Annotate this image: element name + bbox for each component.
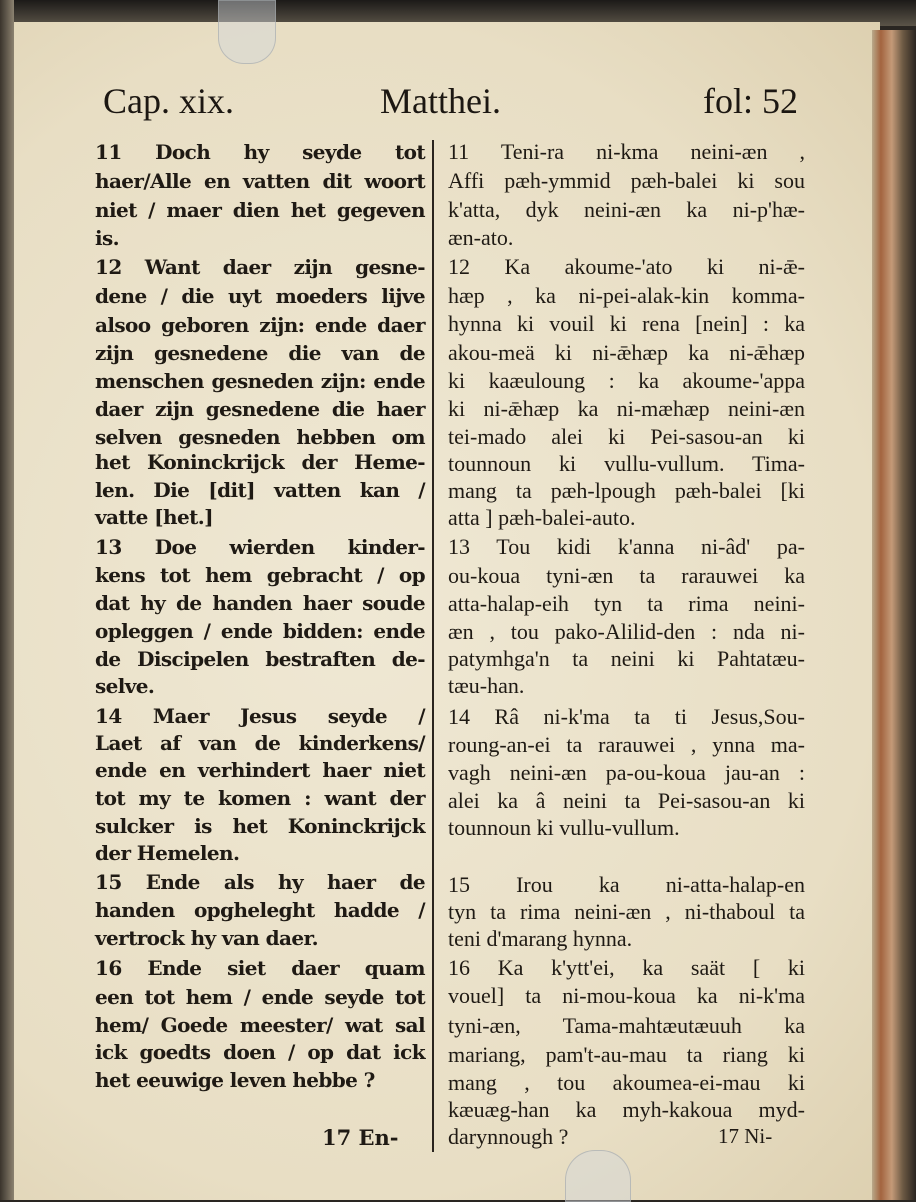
text-line: ki kaæuloung : ka akoume-'appa xyxy=(448,368,805,393)
text-line: roung-an-ei ta rarauwei , ynna ma- xyxy=(448,732,805,757)
text-line: dene / die uyt moeders lijve xyxy=(95,284,425,308)
text-line: kæuæg-han ka myh-kakoua myd- xyxy=(448,1097,805,1122)
page-edges xyxy=(872,30,916,1200)
text-line: vagh neini-æn pa-ou-koua jau-an : xyxy=(448,760,805,785)
text-line: 15 Ende als hy haer de xyxy=(95,870,425,894)
text-line: mang , tou akoumea-ei-mau ki xyxy=(448,1070,805,1095)
folio-number: fol: 52 xyxy=(703,81,798,121)
catchword-left: 17 En- xyxy=(322,1125,399,1150)
text-line: 14 Râ ni-k'ma ta ti Jesus,Sou- xyxy=(448,704,805,729)
text-line: æn-ato. xyxy=(448,225,514,250)
text-line: tæu-han. xyxy=(448,673,525,698)
text-line: de Discipelen bestraften de- xyxy=(95,647,425,671)
text-line: 13 Doe wierden kinder- xyxy=(95,535,425,559)
text-line: handen opgheleght hadde / xyxy=(95,898,425,922)
text-line: niet / maer dien het gegeven xyxy=(95,198,425,222)
text-line: dat hy de handen haer soude xyxy=(95,591,425,615)
chapter-heading: Cap. xix. xyxy=(103,81,234,121)
text-line: tounnoun ki vullu-vullum. xyxy=(448,815,680,840)
book-title: Matthei. xyxy=(380,81,501,121)
text-line: vertrock hy van daer. xyxy=(95,926,318,950)
text-line: 11 Teni-ra ni-kma neini-æn , xyxy=(448,139,805,164)
text-line: akou-meä ki ni-ǣhæp ka ni-ǣhæp xyxy=(448,340,805,365)
text-line: tyni-æn, Tama-mahtæutæuuh ka xyxy=(448,1013,805,1038)
text-line: mariang, pam't-au-mau ta riang ki xyxy=(448,1042,805,1067)
text-line: Laet af van de kinderkens/ xyxy=(95,731,425,755)
text-line: vatte [het.] xyxy=(95,505,213,529)
text-line: tot my te komen : want der xyxy=(95,786,425,810)
text-line: mang ta pæh-lpough pæh-balei [ki xyxy=(448,478,805,503)
text-line: alei ka â neini ta Pei-sasou-an ki xyxy=(448,788,805,813)
text-line: hem/ Goede meester/ wat sal xyxy=(95,1013,425,1037)
text-line: 16 Ka k'ytt'ei, ka saät [ ki xyxy=(448,955,805,980)
text-line: ick goedts doen / op dat ick xyxy=(95,1040,425,1064)
catchword-right: 17 Ni- xyxy=(718,1124,773,1148)
text-line: hynna ki vouil ki rena [nein] : ka xyxy=(448,311,805,336)
text-line: kens tot hem gebracht / op xyxy=(95,563,425,587)
text-line: 12 Want daer zijn gesne- xyxy=(95,255,425,279)
text-line: 12 Ka akoume-'ato ki ni-ǣ- xyxy=(448,254,805,279)
text-line: selven gesneden hebben om xyxy=(95,425,425,449)
text-line: ki ni-ǣhæp ka ni-mæhæp neini-æn xyxy=(448,396,805,421)
text-line: opleggen / ende bidden: ende xyxy=(95,619,425,643)
text-line: vouel] ta ni-mou-koua ka ni-k'ma xyxy=(448,983,805,1008)
text-line: ou-koua tyni-æn ta rarauwei ka xyxy=(448,563,805,588)
text-line: alsoo geboren zijn: ende daer xyxy=(95,313,425,337)
text-line: len. Die [dit] vatten kan / xyxy=(95,478,425,502)
text-line: 13 Tou kidi k'anna ni-âd' pa- xyxy=(448,534,805,559)
text-line: darynnough ? xyxy=(448,1124,569,1149)
text-line: menschen gesneden zijn: ende xyxy=(95,369,425,393)
text-line: Affi pæh-ymmid pæh-balei ki sou xyxy=(448,168,805,193)
text-line: atta-halap-eih tyn ta rima neini- xyxy=(448,591,805,616)
text-line: patymhga'n ta neini ki Pahtatæu- xyxy=(448,646,805,671)
text-line: tyn ta rima neini-æn , ni-thaboul ta xyxy=(448,899,805,924)
text-line: zijn gesnedene die van de xyxy=(95,341,425,365)
text-line: tounnoun ki vullu-vullum. Tima- xyxy=(448,451,805,476)
column-divider xyxy=(432,140,434,1152)
text-line: is. xyxy=(95,226,120,250)
text-line: sulcker is het Koninckrijck xyxy=(95,814,425,838)
text-line: hæp , ka ni-pei-alak-kin komma- xyxy=(448,283,805,308)
text-line: 16 Ende siet daer quam xyxy=(95,956,425,980)
page-clip-top xyxy=(218,0,276,64)
text-line: k'atta, dyk neini-æn ka ni-p'hæ- xyxy=(448,197,805,222)
text-line: het Koninckrijck der Heme- xyxy=(95,450,425,474)
text-line: selve. xyxy=(95,674,155,698)
text-line: teni d'marang hynna. xyxy=(448,926,633,951)
text-line: 15 Irou ka ni-atta-halap-en xyxy=(448,872,805,897)
book-gutter xyxy=(0,0,14,1200)
text-line: het eeuwige leven hebbe ? xyxy=(95,1068,375,1092)
text-line: atta ] pæh-balei-auto. xyxy=(448,505,636,530)
text-line: een tot hem / ende seyde tot xyxy=(95,985,425,1009)
text-line: daer zijn gesnedene die haer xyxy=(95,397,425,421)
text-line: æn , tou pako-Alilid-den : nda ni- xyxy=(448,619,805,644)
text-line: 11 Doch hy seyde tot xyxy=(95,140,425,164)
text-line: ende en verhindert haer niet xyxy=(95,758,425,782)
text-line: 14 Maer Jesus seyde / xyxy=(95,704,425,728)
text-line: haer/Alle en vatten dit woort xyxy=(95,169,425,193)
text-line: der Hemelen. xyxy=(95,841,240,865)
page-clip-bottom xyxy=(565,1150,631,1202)
text-line: tei-mado alei ki Pei-sasou-an ki xyxy=(448,424,805,449)
